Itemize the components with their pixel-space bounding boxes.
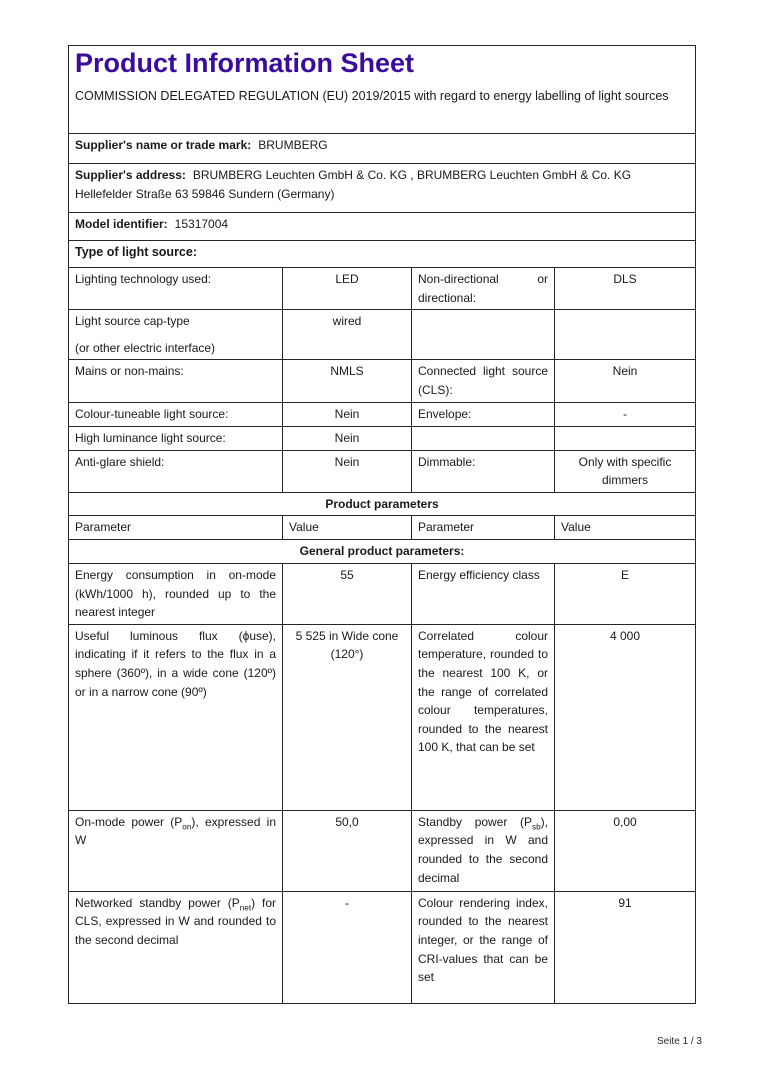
value-cell: - [283,891,412,1003]
param-cell: Standby power $(P_{sb})$, expressed in W and rounded to the second decimal [412,810,555,891]
param-cell: Energy efficiency class [412,563,555,624]
param-cell: Colour rendering index, rounded to the nearest integer, or the range of CRI-values that can be set [412,891,555,1003]
value-cell: DLS [555,268,696,310]
title-cell [69,46,696,134]
supplier-name-row [69,134,696,164]
empty-cell [555,310,696,360]
param-cell: On-mode power $(P_{on})$, expressed in W [69,810,283,891]
value-cell: E [555,563,696,624]
column-header: Value [555,516,696,540]
param-cell: Correlated colour temperature, rounded to the nearest 100 K, or the range of correlated colour temperatures, rounded to the nearest 100 K, that can be set [412,624,555,810]
product-parameters-header-row [69,492,696,516]
param-cell: Lighting technology used: [69,268,283,310]
param-cell: Mains or non-mains: [69,360,283,403]
supplier-address-row [69,164,696,213]
table-row [69,268,696,310]
supplier-address-label: Supplier's address: [75,168,186,182]
general-parameters-header-row [69,539,696,563]
table-row [69,450,696,492]
model-identifier-value: 15317004 [174,217,229,231]
title-row [69,46,696,134]
page-subtitle: COMMISSION DELEGATED REGULATION (EU) 2019/2015 with regard to energy labelling of light sources [75,89,669,104]
supplier-address-value: BRUMBERG Leuchten GmbH & Co. KG , BRUMBERG Leuchten GmbH & Co. KG Hellefelder Straße 63 59846 Sundern (Germany) [75,168,632,201]
model-identifier-row [69,213,696,241]
general-parameters-header: General product parameters: [69,539,696,563]
value-cell: 5 525 in Wide cone (120°) [283,624,412,810]
model-identifier-cell [69,213,696,241]
table-row [69,403,696,427]
value-cell: Nein [283,403,412,427]
table-row [69,563,696,624]
param-cell: Useful luminous flux (ϕuse), indicating if it refers to the flux in a sphere (360º), in a wide cone (120º) or in a narrow cone (90º) [69,624,283,810]
column-header: Value [283,516,412,540]
value-cell: NMLS [283,360,412,403]
supplier-address-cell [69,164,696,213]
value-cell: LED [283,268,412,310]
type-section-header-row [69,241,696,268]
column-header: Parameter [69,516,283,540]
column-header-row [69,516,696,540]
value-cell: 50,0 [283,810,412,891]
param-cell: Networked standby power $(P_{net})$ for CLS, expressed in W and rounded to the second decimal [69,891,283,1003]
value-cell: 0,00 [555,810,696,891]
param-cell [69,310,283,360]
param-cell: Anti-glare shield: [69,450,283,492]
param-cell: Non-directional or directional: [412,268,555,310]
value-cell: wired [283,310,412,360]
table-row [69,310,696,360]
table-row [69,624,696,810]
param-cell: High luminance light source: [69,426,283,450]
param-cell: Energy consumption in on-mode (kWh/1000 h), rounded up to the nearest integer [69,563,283,624]
table-row [69,426,696,450]
type-section-header: Type of light source: [75,245,197,259]
empty-cell [412,426,555,450]
param-cell: Envelope: [412,403,555,427]
supplier-name-label: Supplier's name or trade mark: [75,138,252,152]
cap-type-line1: Light source cap-type [75,314,190,329]
param-cell: Dimmable: [412,450,555,492]
value-cell: Nein [283,450,412,492]
empty-cell [412,310,555,360]
product-parameters-header: Product parameters [69,492,696,516]
value-cell: 55 [283,563,412,624]
value-cell: 4 000 [555,624,696,810]
value-cell: Only with specific dimmers [555,450,696,492]
value-cell: Nein [555,360,696,403]
page-number: Seite 1 / 3 [656,1035,702,1047]
cap-type-line2: (or other electric interface) [75,340,216,355]
value-cell: Nein [283,426,412,450]
type-section-header-cell [69,241,696,268]
column-header: Parameter [412,516,555,540]
product-information-table [68,45,696,1004]
supplier-name-cell [69,134,696,164]
page-title: Product Information Sheet [75,48,415,78]
param-cell: Colour-tuneable light source: [69,403,283,427]
model-identifier-label: Model identifier: [75,217,168,231]
value-cell: 91 [555,891,696,1003]
value-cell: - [555,403,696,427]
table-row [69,360,696,403]
table-row [69,891,696,1003]
supplier-name-value: BRUMBERG [258,138,328,152]
empty-cell [555,426,696,450]
table-row [69,810,696,891]
param-cell: Connected light source (CLS): [412,360,555,403]
